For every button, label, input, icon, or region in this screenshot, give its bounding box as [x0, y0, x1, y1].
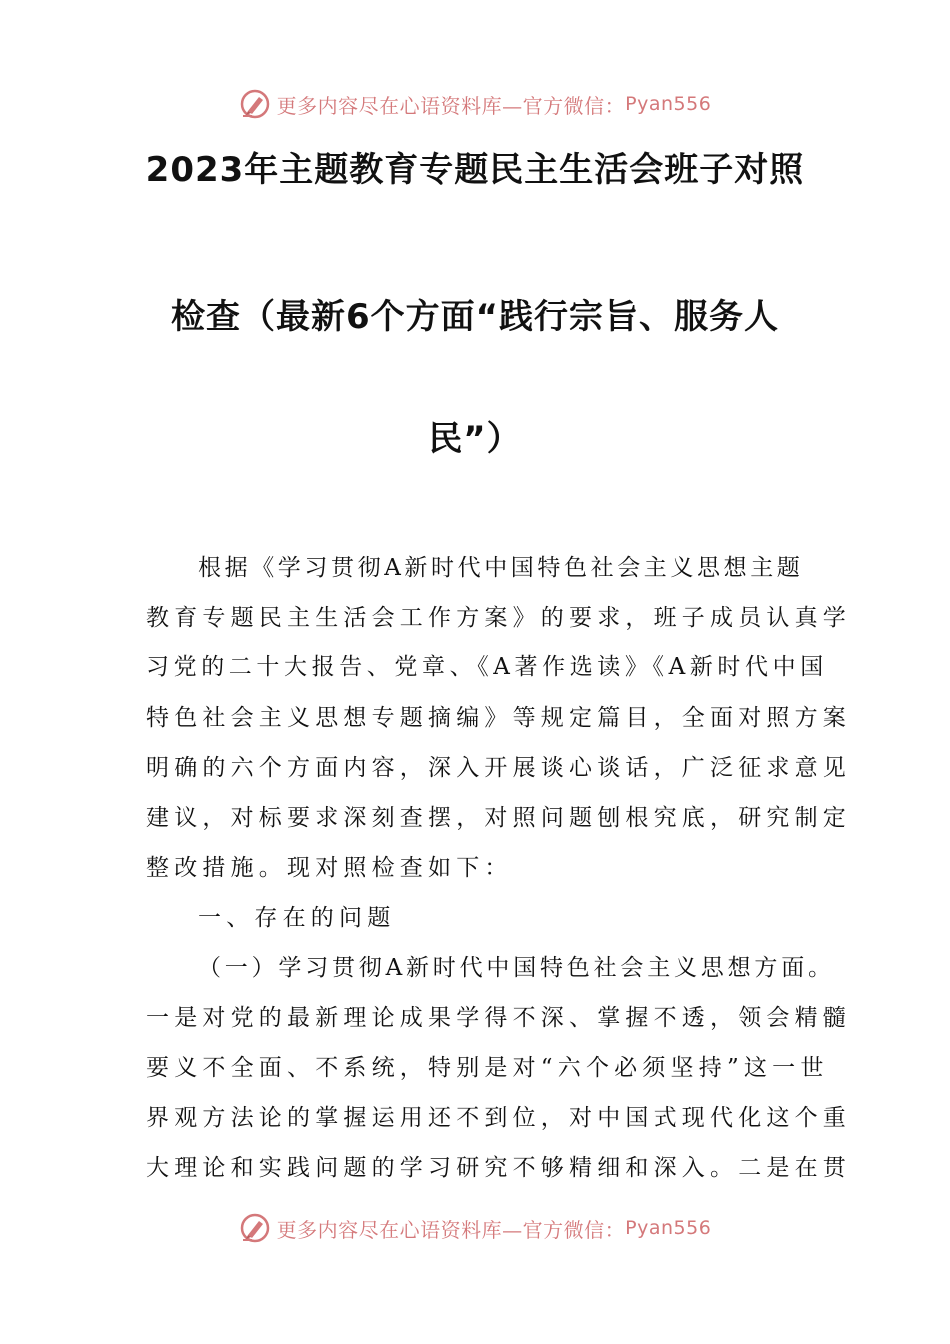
- watermark-wechat-id: Pyan556: [625, 93, 712, 115]
- watermark-text: 更多内容尽在心语资料库—官方微信：: [276, 93, 626, 118]
- subsection-heading-1: （一）学习贯彻A新时代中国特色社会主义思想方面。: [198, 955, 835, 981]
- pen-nib-circle-icon: [239, 88, 271, 120]
- body-line-10: 一是对党的最新理论成果学得不深、掌握不透，领会精髓: [146, 1005, 851, 1031]
- title-line-2: 检查（最新6个方面“践行宗旨、服务人: [170, 297, 779, 337]
- body-line-3: 习党的二十大报告、党章、《A著作选读》《A新时代中国: [146, 654, 828, 680]
- title-line-3: 民”）: [428, 419, 522, 459]
- section-heading-problems: 一、存在的问题: [198, 905, 396, 931]
- body-line-5: 明确的六个方面内容，深入开展谈心谈话，广泛征求意见: [146, 755, 851, 781]
- body-line-7: 整改措施。现对照检查如下：: [146, 855, 513, 881]
- body-line-13: 大理论和实践问题的学习研究不够精细和深入。二是在贯: [146, 1155, 851, 1181]
- title-line-1: 2023年主题教育专题民主生活会班子对照: [145, 150, 805, 190]
- watermark-wechat-id: Pyan556: [625, 1217, 712, 1239]
- body-line-2: 教育专题民主生活会工作方案》的要求，班子成员认真学: [146, 605, 851, 631]
- body-line-11: 要义不全面、不系统，特别是对“六个必须坚持”这一世: [146, 1055, 829, 1081]
- body-line-6: 建议，对标要求深刻查摆，对照问题刨根究底，研究制定: [146, 805, 851, 831]
- watermark-text: 更多内容尽在心语资料库—官方微信：: [276, 1217, 626, 1242]
- body-line-12: 界观方法论的掌握运用还不到位，对中国式现代化这个重: [146, 1105, 851, 1131]
- pen-nib-circle-icon: [239, 1212, 271, 1244]
- watermark-top: [0, 84, 950, 124]
- body-line-1: 根据《学习贯彻A新时代中国特色社会主义思想主题: [198, 555, 804, 581]
- watermark-bottom: [0, 1208, 950, 1248]
- body-line-4: 特色社会主义思想专题摘编》等规定篇目，全面对照方案: [146, 705, 851, 731]
